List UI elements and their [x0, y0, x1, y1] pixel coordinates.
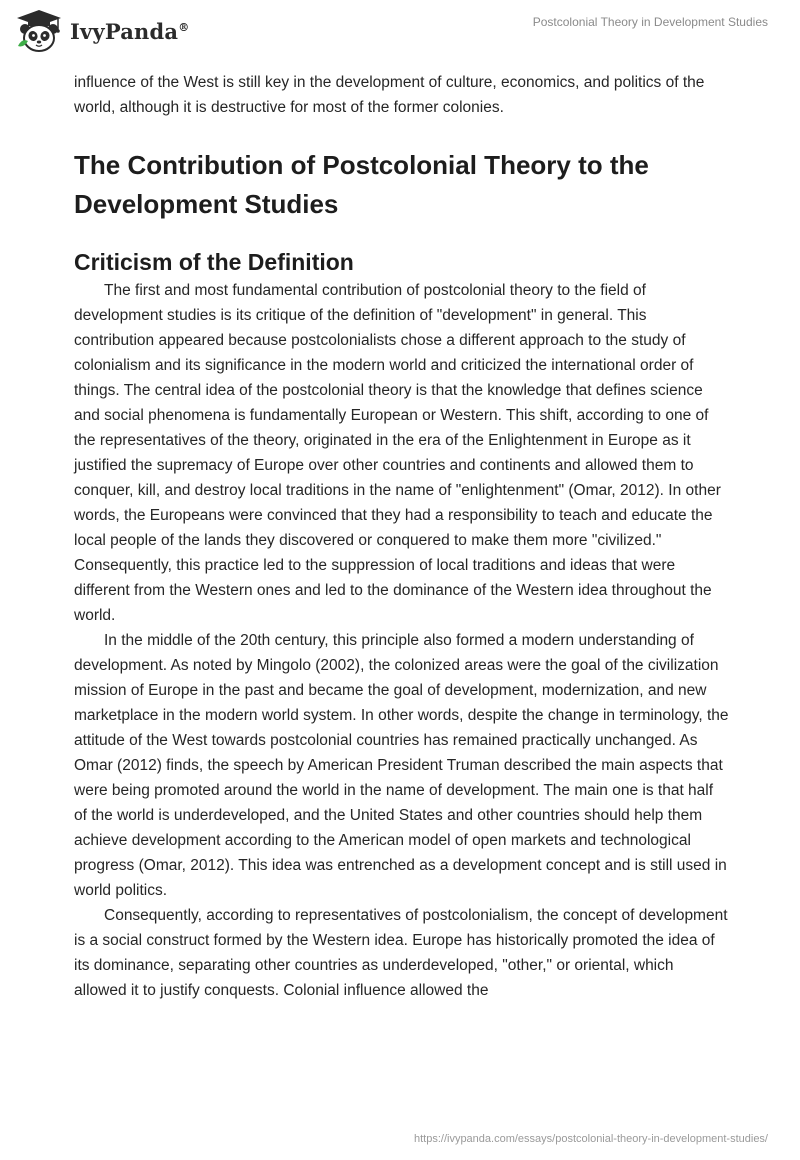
intro-paragraph-tail: influence of the West is still key in the development of culture, economics, and politics of the world, although it is destructive for most of the former colonies. — [74, 74, 705, 116]
page-header — [0, 0, 800, 62]
document-title: Postcolonial Theory in Development Studies — [532, 15, 768, 29]
brand-name: IvyPanda® — [70, 18, 190, 44]
source-url[interactable]: https://ivypanda.com/essays/postcolonial-theory-in-development-studies/ — [413, 1133, 768, 1145]
panda-graduate-icon — [14, 8, 64, 54]
subsection-heading: Criticism of the Definition — [74, 249, 354, 275]
section-heading: The Contribution of Postcolonial Theory to the Development Studies — [74, 150, 649, 219]
essay-content — [74, 70, 730, 1003]
body-paragraph-2: In the middle of the 20th century, this principle also formed a modern understanding of development. As noted by Mingolo (2002), the colonized areas were the goal of the civilization mission of Europe in the past and became the goal of development, modernization, and new marketplace in the modern world system. In other words, despite the change in terminology, the attitude of the West towards postcolonial countries has remained practically unchanged. As Omar (2012) finds, the speech by American President Truman described the main aspects that were being promoted around the world in the name of development. The main one is that half of the world is underdeveloped, and the United States and other countries should help them achieve development according to the American model of open markets and technological progress (Omar, 2012). This idea was entrenched as a development concept and is still used in world politics. — [74, 632, 729, 899]
body-paragraph-3: Consequently, according to representatives of postcolonialism, the concept of development is a social construct formed by the Western idea. Europe has historically promoted the idea of its dominance, separating other countries as underdeveloped, "other," or oriental, which allowed it to justify conquests. Colonial influence allowed the — [74, 907, 728, 999]
brand-logo[interactable] — [14, 8, 189, 54]
body-paragraph-1: The first and most fundamental contribution of postcolonial theory to the field of development studies is its critique of the definition of "development" in general. This contribution appeared because postcolonialists chose a different approach to the study of colonialism and its significance in the modern world and criticized the international order of things. The central idea of the postcolonial theory is that the knowledge that defines science and social phenomena is fundamentally European or Western. This shift, according to one of the representatives of the theory, originated in the era of the Enlightenment in Europe as it justified the supremacy of Europe over other countries and continents and allowed them to conquer, kill, and destroy local traditions in the name of "enlightenment" (Omar, 2012). In other words, the Europeans were convinced that they had a responsibility to teach and educate the local people of the lands they discovered or conquered to make them more "civilized." Consequently, this practice led to the suppression of local traditions and ideas that were different from the Western ones and led to the dominance of the Western idea throughout the world. — [74, 282, 721, 624]
